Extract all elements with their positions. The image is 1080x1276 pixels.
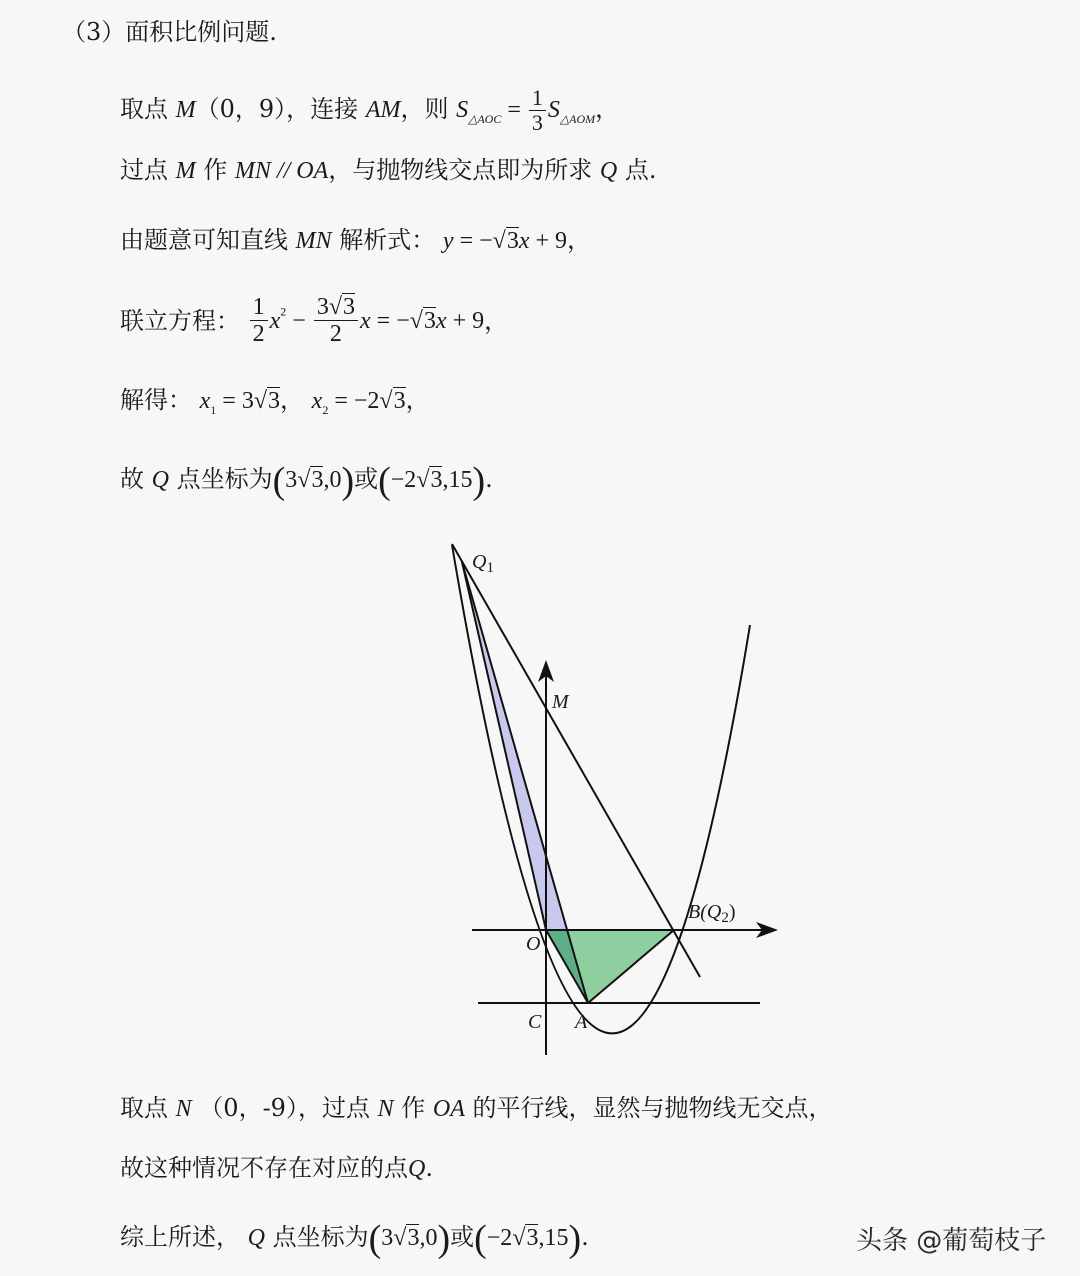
numerator: 1 bbox=[250, 294, 268, 321]
segment-oa: OA bbox=[432, 1096, 465, 1122]
text: 故这种情况不存在对应的点 bbox=[120, 1154, 408, 1182]
text: 取点 bbox=[120, 1094, 168, 1122]
point-m: M bbox=[175, 158, 196, 184]
point-n: N bbox=[175, 1096, 192, 1122]
text: 综上所述， bbox=[120, 1223, 240, 1251]
text: ，则 bbox=[400, 95, 449, 124]
text: 过点 bbox=[120, 156, 168, 184]
sqrt: √3 bbox=[512, 1225, 539, 1251]
text: ， bbox=[280, 386, 305, 414]
label-q1: $Q_1$ bbox=[472, 551, 494, 576]
equals: = − bbox=[370, 307, 410, 334]
coef: 3 bbox=[316, 294, 329, 320]
paren-close: ) bbox=[437, 1218, 451, 1260]
text: 的平行线，显然与抛物线无交点， bbox=[472, 1094, 833, 1122]
subscript: 2 bbox=[322, 403, 329, 417]
label-m: M bbox=[552, 691, 569, 713]
point-q: Q bbox=[151, 467, 169, 493]
radicand: 3 bbox=[393, 388, 406, 414]
radicand: 3 bbox=[268, 388, 281, 414]
sqrt: √3 bbox=[492, 228, 519, 254]
subscript: △AOM bbox=[559, 112, 596, 127]
point-q: Q bbox=[408, 1156, 426, 1182]
text: . bbox=[485, 465, 493, 493]
line-mn bbox=[452, 544, 700, 977]
area-symbol: S bbox=[547, 97, 560, 124]
section-number: （3） bbox=[62, 18, 126, 46]
text: ,0 bbox=[323, 467, 342, 493]
var-x2: x bbox=[311, 388, 323, 414]
point-q: Q bbox=[599, 158, 618, 184]
value: = 3 bbox=[216, 388, 254, 414]
paren-open: ( bbox=[378, 460, 391, 502]
radicand: 3 bbox=[506, 228, 519, 254]
var-x: x bbox=[269, 307, 281, 334]
equals: = − bbox=[453, 228, 493, 254]
var-x: x bbox=[435, 307, 447, 334]
minus: − bbox=[286, 307, 312, 334]
radicand: 3 bbox=[343, 294, 356, 320]
label-b-q2: $B(Q_2)$ bbox=[688, 901, 736, 926]
label-a: A bbox=[575, 1011, 588, 1033]
text: 联立方程： bbox=[120, 306, 240, 335]
line-mn: MN bbox=[295, 228, 332, 254]
segment-q1-a bbox=[462, 562, 588, 1003]
sqrt: √3 bbox=[297, 467, 324, 493]
coef: 3 bbox=[381, 1225, 394, 1251]
coef: −2 bbox=[486, 1225, 513, 1251]
text: 故 bbox=[120, 465, 144, 493]
text: ，与抛物线交点即为所求 bbox=[328, 156, 593, 184]
subscript: 1 bbox=[210, 403, 217, 417]
text: 由题意可知直线 bbox=[120, 226, 288, 254]
paren-close: ) bbox=[472, 460, 486, 502]
paren-open: ( bbox=[368, 1218, 382, 1260]
paren-close: ) bbox=[341, 460, 355, 502]
denominator: 3 bbox=[531, 110, 543, 136]
equals: = bbox=[501, 97, 527, 124]
denominator: 2 bbox=[329, 321, 342, 348]
text: 作 bbox=[203, 156, 228, 184]
text: 点坐标为 bbox=[272, 1223, 369, 1251]
text: ,0 bbox=[419, 1225, 438, 1251]
section-title: 面积比例问题. bbox=[125, 18, 277, 46]
text: ,15 bbox=[442, 467, 473, 493]
text: ， bbox=[484, 306, 509, 335]
text: 点坐标为 bbox=[176, 465, 273, 493]
radicand: 3 bbox=[430, 467, 443, 493]
text: ， bbox=[567, 226, 592, 254]
var-x: x bbox=[360, 307, 371, 334]
step-9-conclusion bbox=[120, 1220, 589, 1258]
sqrt: √3 bbox=[328, 294, 356, 320]
segment-am: AM bbox=[365, 97, 401, 124]
sqrt: √3 bbox=[409, 307, 436, 334]
label-o: O bbox=[526, 933, 541, 955]
text: 或 bbox=[450, 1223, 475, 1251]
text: 点. bbox=[624, 156, 657, 184]
text: ,15 bbox=[538, 1225, 569, 1251]
text: 作 bbox=[401, 1094, 426, 1122]
segment-q1-o bbox=[462, 562, 546, 930]
sqrt: √3 bbox=[379, 388, 406, 414]
text: ， bbox=[595, 95, 620, 124]
sqrt: √3 bbox=[416, 467, 443, 493]
text: . bbox=[581, 1223, 589, 1251]
text: （0，-9），过点 bbox=[199, 1094, 370, 1122]
coef: 3 bbox=[285, 467, 298, 493]
text: + 9 bbox=[446, 307, 485, 334]
paren-open: ( bbox=[474, 1218, 487, 1260]
coef: −2 bbox=[390, 467, 417, 493]
sqrt: √3 bbox=[393, 1225, 420, 1251]
text: . bbox=[425, 1154, 433, 1182]
radicand: 3 bbox=[526, 1225, 539, 1251]
text: ， bbox=[405, 386, 430, 414]
step-7 bbox=[120, 1096, 833, 1121]
var-x1: x bbox=[199, 388, 211, 414]
text: 连接 bbox=[310, 95, 359, 124]
text: 解得： bbox=[120, 386, 192, 414]
exponent: 2 bbox=[280, 304, 287, 319]
area-symbol: S bbox=[456, 97, 469, 124]
watermark: 头条 @葡萄枝子 bbox=[856, 1226, 1047, 1256]
sqrt: √3 bbox=[253, 388, 281, 414]
numerator: 1 bbox=[529, 86, 546, 111]
var-y: y bbox=[442, 228, 454, 254]
paren-open: ( bbox=[272, 460, 286, 502]
text: + 9 bbox=[529, 228, 568, 254]
text: 解析式： bbox=[339, 226, 436, 254]
var-x: x bbox=[518, 228, 530, 254]
point-m: M bbox=[175, 97, 196, 124]
paren-close: ) bbox=[568, 1218, 582, 1260]
radicand: 3 bbox=[423, 307, 436, 334]
denominator: 2 bbox=[252, 321, 265, 348]
point-q: Q bbox=[247, 1225, 265, 1251]
subscript: △AOC bbox=[468, 112, 502, 127]
parallel-statement: MN // OA bbox=[234, 158, 329, 184]
radicand: 3 bbox=[311, 467, 324, 493]
point-n: N bbox=[377, 1096, 394, 1122]
radicand: 3 bbox=[407, 1225, 420, 1251]
label-c: C bbox=[528, 1011, 542, 1033]
text: 取点 bbox=[120, 95, 168, 124]
step-8 bbox=[120, 1156, 433, 1181]
text: 或 bbox=[354, 465, 379, 493]
text: （0，9）， bbox=[195, 95, 311, 124]
value: = −2 bbox=[328, 388, 380, 414]
